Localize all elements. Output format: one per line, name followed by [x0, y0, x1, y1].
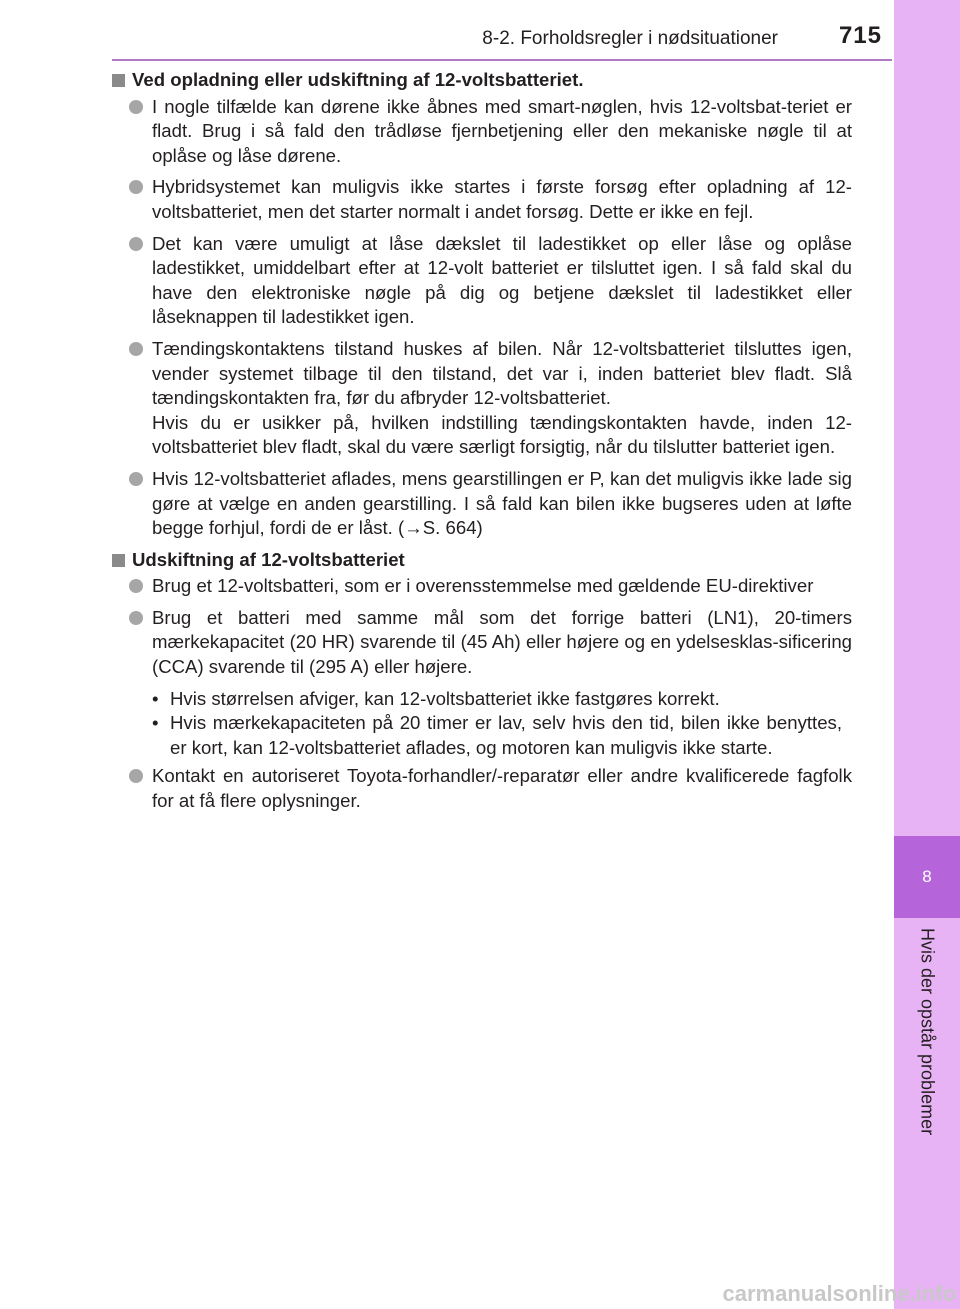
circle-bullet-icon	[129, 100, 143, 114]
sub-list-text: Hvis mærkekapaciteten på 20 timer er lav, selv hvis den tid, bilen ikke benyttes, er kort, kan 12-voltsbatteriet aflades, og motoren kan muligvis ikke starte.	[170, 712, 842, 758]
section-heading	[112, 68, 852, 93]
bullet-text: I nogle tilfælde kan dørene ikke åbnes med smart-nøglen, hvis 12-voltsbat-teriet er fladt. Brug i så fald den trådløse fjernbetjening eller den mekaniske nøgle til at oplåse og låse dørene.	[152, 95, 852, 166]
circle-bullet-icon	[129, 237, 143, 251]
bullet-item	[112, 232, 852, 330]
bullet-item	[112, 175, 852, 224]
chapter-side-tab[interactable]	[894, 0, 960, 1309]
circle-bullet-icon	[129, 342, 143, 356]
circle-bullet-icon	[129, 769, 143, 783]
small-bullet-icon: •	[152, 712, 159, 734]
section-heading-text: Ved opladning eller udskiftning af 12-voltsbatteriet.	[132, 69, 584, 90]
bullet-text: Hybridsystemet kan muligvis ikke startes i første forsøg efter opladning af 12-voltsbatteriet, men det starter normalt i andet forsøg. Dette er ikke en fejl.	[152, 176, 852, 222]
section-heading-text: Udskiftning af 12-voltsbatteriet	[132, 548, 405, 570]
bullet-text: Hvis du er usikker på, hvilken indstilling tændingskontakten havde, inden 12-voltsbatteriet blev fladt, skal du være særligt forsigtig, når du tilslutter batteriet igen.	[152, 411, 852, 458]
running-header: 8-2. Forholdsregler i nødsituationer	[482, 28, 778, 49]
square-bullet-icon	[112, 554, 125, 567]
page-content	[112, 68, 852, 821]
watermark: carmanualsonline.info	[722, 1281, 956, 1306]
circle-bullet-icon	[129, 611, 143, 625]
bullet-item	[112, 337, 852, 460]
header-rule	[112, 59, 892, 61]
circle-bullet-icon	[129, 579, 143, 593]
page-number: 715	[838, 22, 882, 49]
sub-list-text: Hvis størrelsen afviger, kan 12-voltsbatteriet ikke fastgøres korrekt.	[170, 687, 720, 709]
small-bullet-icon: •	[152, 687, 159, 709]
bullet-item	[112, 764, 852, 813]
section-heading	[112, 548, 852, 573]
bullet-item	[112, 95, 852, 169]
circle-bullet-icon	[129, 472, 143, 486]
sub-list-item	[152, 687, 852, 712]
circle-bullet-icon	[129, 180, 143, 194]
sub-list	[112, 687, 852, 761]
chapter-number: 8	[894, 836, 960, 918]
bullet-item	[112, 467, 852, 541]
bullet-text: Tændingskontaktens tilstand huskes af bilen. Når 12-voltsbatteriet tilsluttes igen, vender systemet tilbage til den tilstand, det var i, inden batteriet blev fladt. Slå tændingskontakten fra, før du afbryder 12-voltsbatteriet.	[152, 337, 852, 409]
sub-list-item	[152, 711, 852, 760]
bullet-text: Brug et 12-voltsbatteri, som er i overensstemmelse med gældende EU-direktiver	[152, 575, 814, 597]
bullet-item	[112, 606, 852, 680]
bullet-text: Det kan være umuligt at låse dækslet til ladestikket op eller låse og oplåse ladestikket, umiddelbart efter at 12-volt batteriet er tilsluttet igen. I så fald skal du have den elektroniske nøgle på dig og betjene dækslet til ladestikket eller låseknappen til ladestikket igen.	[152, 232, 852, 328]
bullet-text: Hvis 12-voltsbatteriet aflades, mens gearstillingen er P, kan det muligvis ikke lade sig gøre at vælge en anden gearstilling. I så fald kan bilen ikke bugseres uden at løfte begge forhjul, fordi de er låst. (→S. 664)	[152, 467, 852, 539]
square-bullet-icon	[112, 74, 125, 87]
bullet-text: Brug et batteri med samme mål som det forrige batteri (LN1), 20-timers mærkekapacitet (20 HR) svarende til (45 Ah) eller højere og en ydelsesklas-sificering (CCA) svarende til (295 A) eller højere.	[152, 606, 852, 678]
bullet-item	[112, 574, 852, 599]
chapter-title: Hvis der opstår problemer	[917, 928, 938, 1136]
bullet-text: Kontakt en autoriseret Toyota-forhandler/-reparatør eller andre kvalificerede fagfolk for at få flere oplysninger.	[152, 765, 852, 812]
